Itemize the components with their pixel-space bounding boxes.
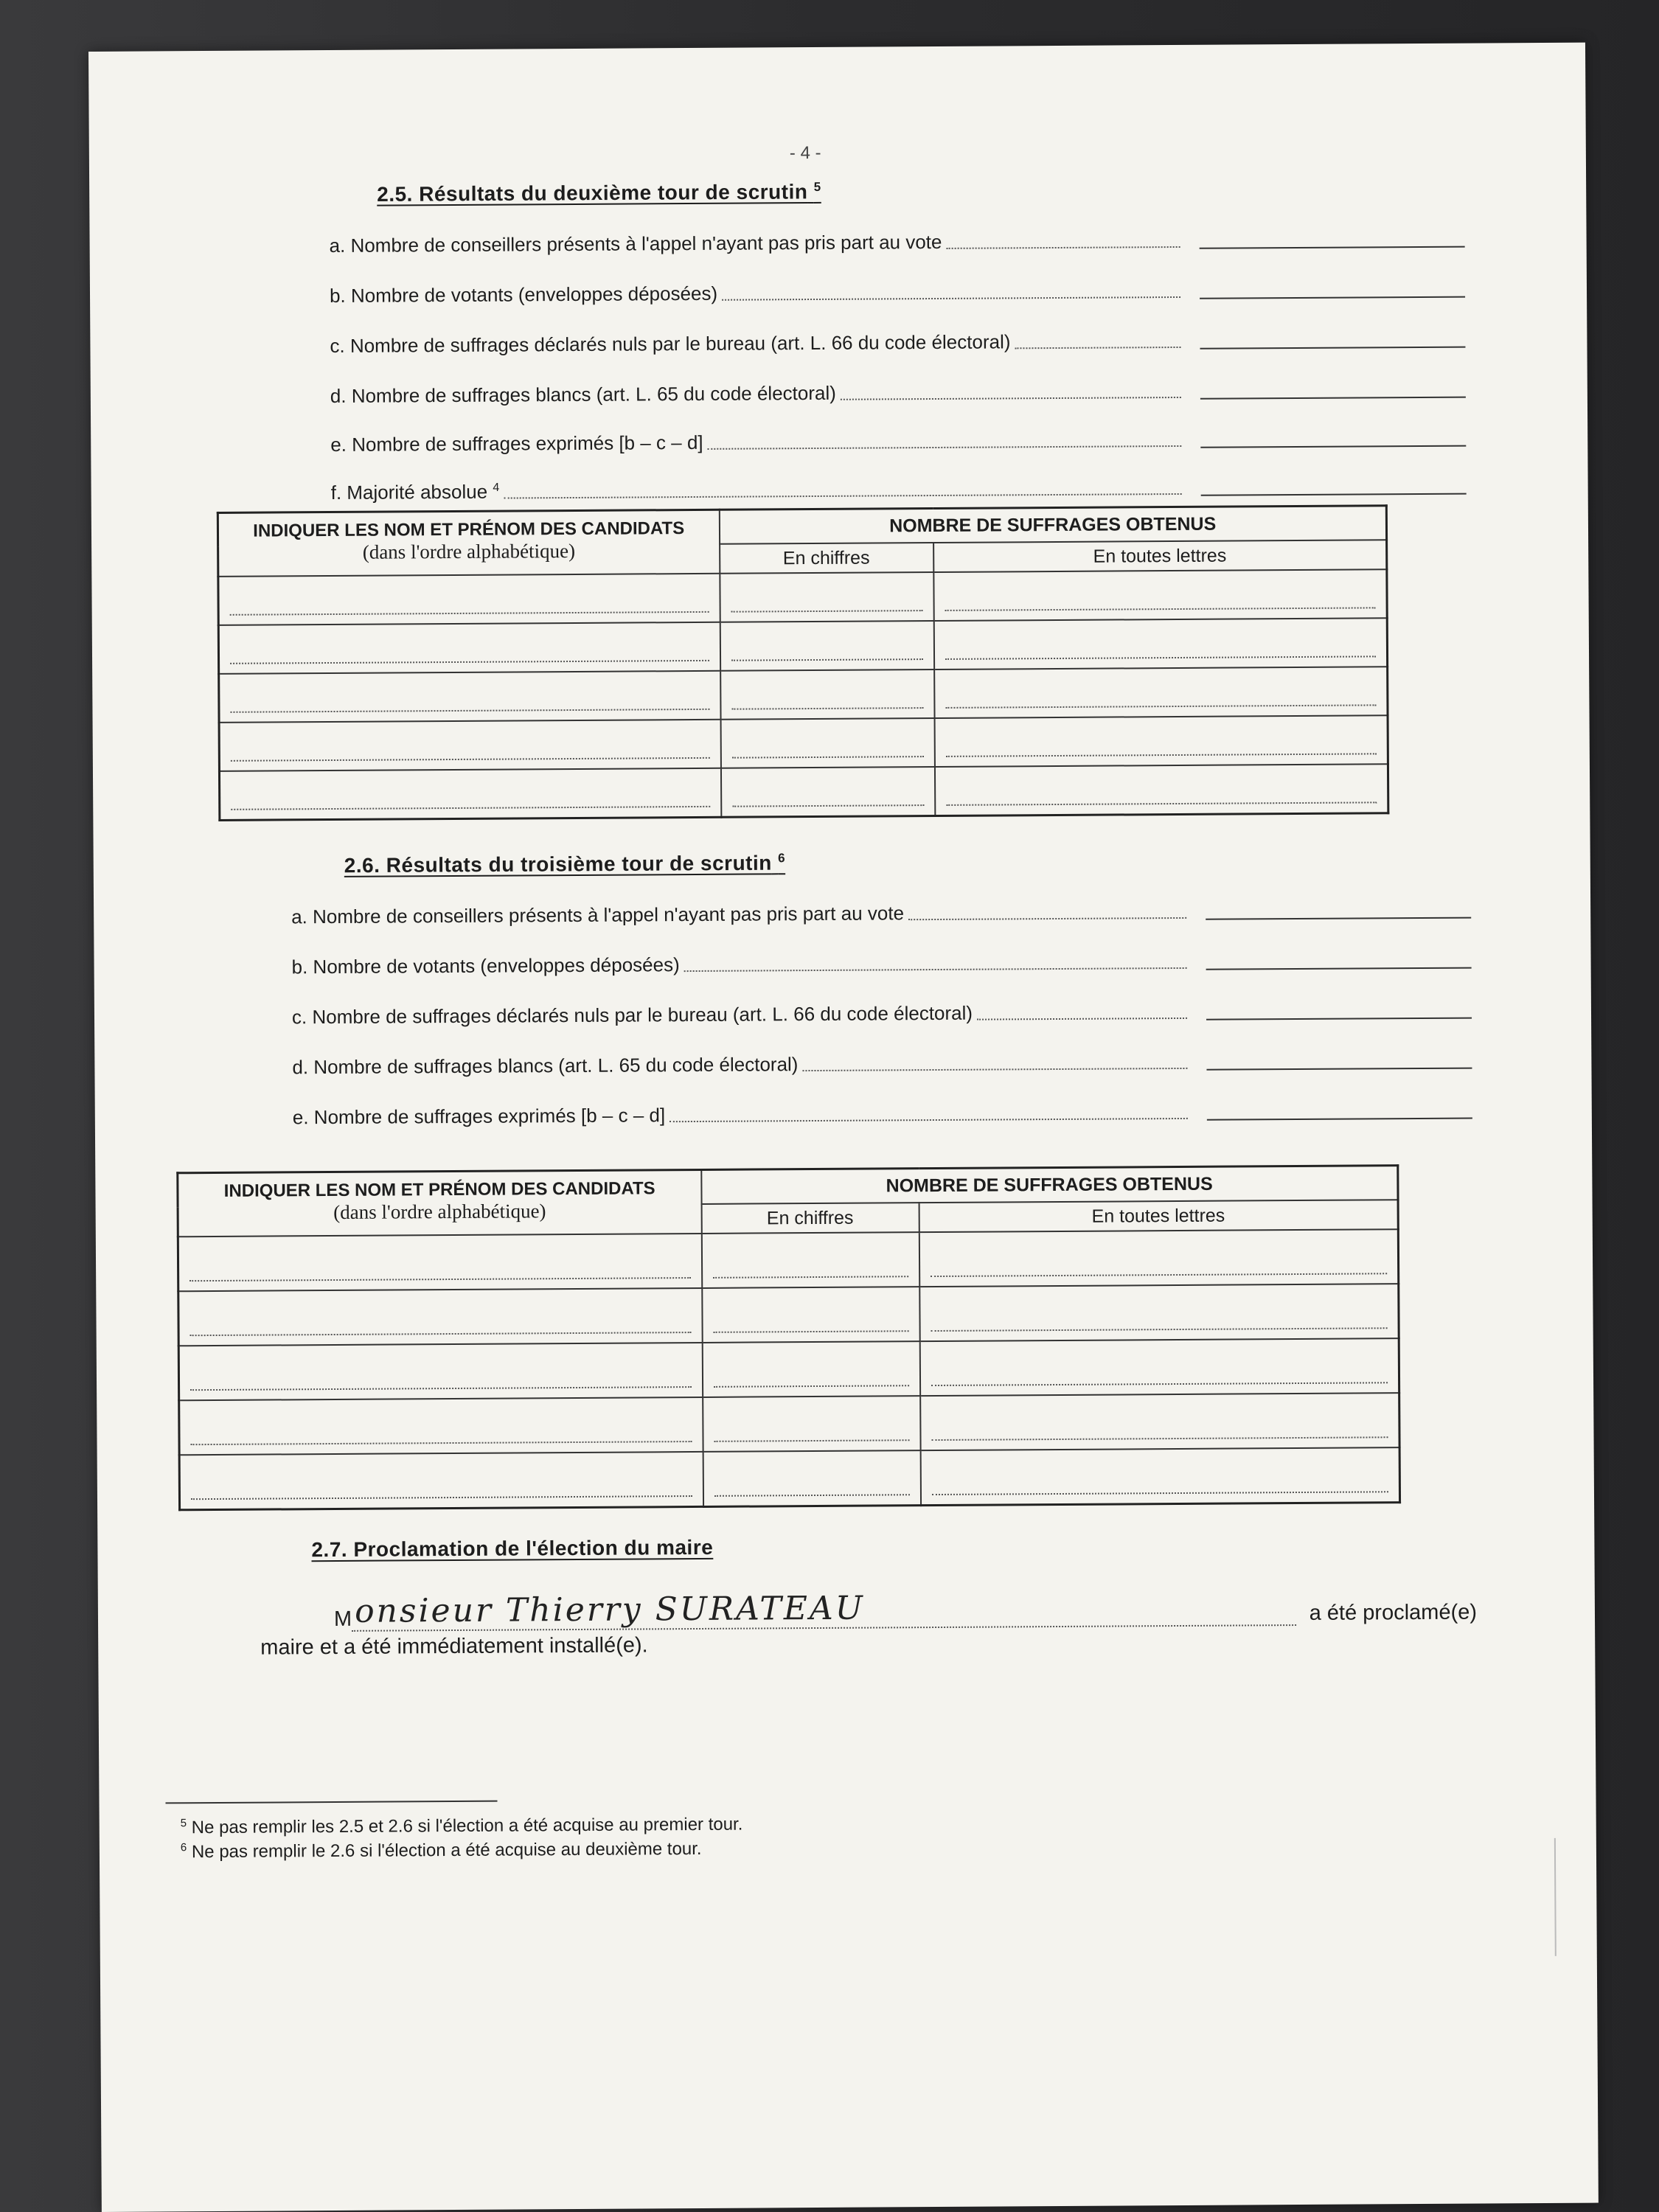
s26-row-d: d. Nombre de suffrages blancs (art. L. 65 du code électoral) [292,1049,1472,1079]
proclamation-line-2: maire et a été immédiatement installé(e). [260,1633,648,1660]
table-row [218,569,1387,625]
s26-field-d[interactable] [1206,1068,1472,1071]
s25-row-b: b. Nombre de votants (enveloppes déposées) [330,278,1465,307]
votes-figures-cell[interactable] [720,572,933,622]
s26-field-b[interactable] [1206,967,1472,970]
votes-letters-cell[interactable] [933,618,1387,669]
votes-header: NOMBRE DE SUFFRAGES OBTENUS [701,1166,1398,1204]
s26-row-b: b. Nombre de votants (enveloppes déposées) [291,949,1471,979]
s25-row-a: a. Nombre de conseillers présents à l'appel n'ayant pas pris part au vote [330,228,1465,257]
candidate-name-cell[interactable] [219,768,720,821]
footnote-ref: 6 [778,851,786,866]
votes-letters-cell[interactable] [919,1338,1399,1396]
votes-letters-cell[interactable] [934,715,1388,767]
votes-figures-cell[interactable] [703,1396,920,1452]
footnote-5: $^5$ Ne pas remplir les 2.5 et 2.6 si l'élection a été acquise au premier tour. [180,1814,743,1838]
candidate-name-cell[interactable] [219,720,720,771]
votes-letters-cell[interactable] [933,569,1387,621]
votes-letters-cell[interactable] [919,1229,1398,1287]
table-row [219,667,1388,723]
s25-row-d: d. Nombre de suffrages blancs (art. L. 65 du code électoral) [330,378,1466,408]
table-row [218,618,1387,674]
s26-row-c: c. Nombre de suffrages déclarés nuls par le bureau (art. L. 66 du code électoral) [292,999,1472,1029]
candidate-name-cell[interactable] [178,1288,702,1346]
votes-letters-cell[interactable] [934,764,1388,815]
s26-field-e[interactable] [1207,1118,1472,1121]
s25-field-f[interactable] [1201,493,1467,496]
candidate-name-cell[interactable] [178,1234,701,1291]
s25-field-c[interactable] [1200,347,1465,349]
table-row [178,1229,1398,1291]
s25-field-b[interactable] [1200,296,1465,299]
s26-row-e: e. Nombre de suffrages exprimés [b – c – d] [293,1099,1472,1130]
s25-field-d[interactable] [1200,397,1466,400]
letters-header: En toutes lettres [933,540,1387,572]
table-row [219,715,1388,771]
candidate-name-cell[interactable] [178,1343,702,1400]
paper-edge-mark [1554,1838,1557,1956]
candidate-name-cell[interactable] [179,1452,703,1510]
votes-header: NOMBRE DE SUFFRAGES OBTENUS [719,506,1386,544]
table-row [178,1338,1399,1400]
footnote-divider [166,1801,498,1804]
s26-row-a: a. Nombre de conseillers présents à l'appel n'ayant pas pris part au vote [291,899,1471,929]
candidate-name-cell[interactable] [179,1397,703,1455]
votes-figures-cell[interactable] [701,1232,919,1288]
figures-header: En chiffres [720,543,933,574]
s25-row-f: f. Majorité absolue $^4$ [331,475,1467,504]
votes-figures-cell[interactable] [702,1341,919,1397]
s25-field-a[interactable] [1200,246,1465,249]
s26-field-a[interactable] [1206,917,1471,920]
proclamation-line: M onsieur Thierry SURATEAU a été proclamé(e) [334,1586,1477,1632]
section-2-6-title: 2.6. Résultats du troisième tour de scrutin $^6$ [344,851,786,877]
votes-figures-cell[interactable] [720,621,933,671]
s26-field-c[interactable] [1206,1018,1472,1020]
votes-figures-cell[interactable] [720,669,934,720]
table-row [179,1447,1399,1510]
s25-row-c: c. Nombre de suffrages déclarés nuls par le bureau (art. L. 66 du code électoral) [330,328,1465,358]
section-2-5-title: 2.5. Résultats du deuxième tour de scrutin $^5$ [377,179,821,206]
candidate-name-cell[interactable] [218,622,720,674]
votes-figures-cell[interactable] [702,1287,919,1343]
s26-candidates-table [176,1164,1401,1511]
s25-field-e[interactable] [1200,445,1466,448]
votes-letters-cell[interactable] [934,667,1388,718]
s25-row-e: e. Nombre de suffrages exprimés [b – c – d] [330,427,1466,456]
candidates-header: INDIQUER LES NOM ET PRÉNOM DES CANDIDATS (dans l'ordre alphabétique) [178,1169,702,1237]
letters-header: En toutes lettres [919,1200,1398,1232]
table-row [178,1284,1399,1346]
section-2-7-title: 2.7. Proclamation de l'élection du maire [311,1535,714,1562]
votes-letters-cell[interactable] [920,1393,1399,1450]
table-row [179,1393,1399,1455]
votes-figures-cell[interactable] [720,718,934,768]
table-row [219,764,1388,820]
document-page [88,43,1599,2212]
footnote-ref: 5 [813,179,821,194]
votes-figures-cell[interactable] [703,1450,920,1506]
votes-figures-cell[interactable] [720,767,934,817]
page-number: - 4 - [789,142,821,164]
candidate-name-cell[interactable] [219,671,720,723]
candidates-header: INDIQUER LES NOM ET PRÉNOM DES CANDIDATS (dans l'ordre alphabétique) [218,509,720,577]
votes-letters-cell[interactable] [919,1284,1399,1341]
s25-candidates-table [217,504,1390,821]
footnote-6: $^6$ Ne pas remplir le 2.6 si l'élection a été acquise au deuxième tour. [180,1838,702,1863]
candidate-name-cell[interactable] [218,574,720,625]
votes-letters-cell[interactable] [920,1447,1399,1505]
figures-header: En chiffres [701,1203,919,1234]
handwritten-mayor-name[interactable]: onsieur Thierry SURATEAU [352,1587,1296,1632]
